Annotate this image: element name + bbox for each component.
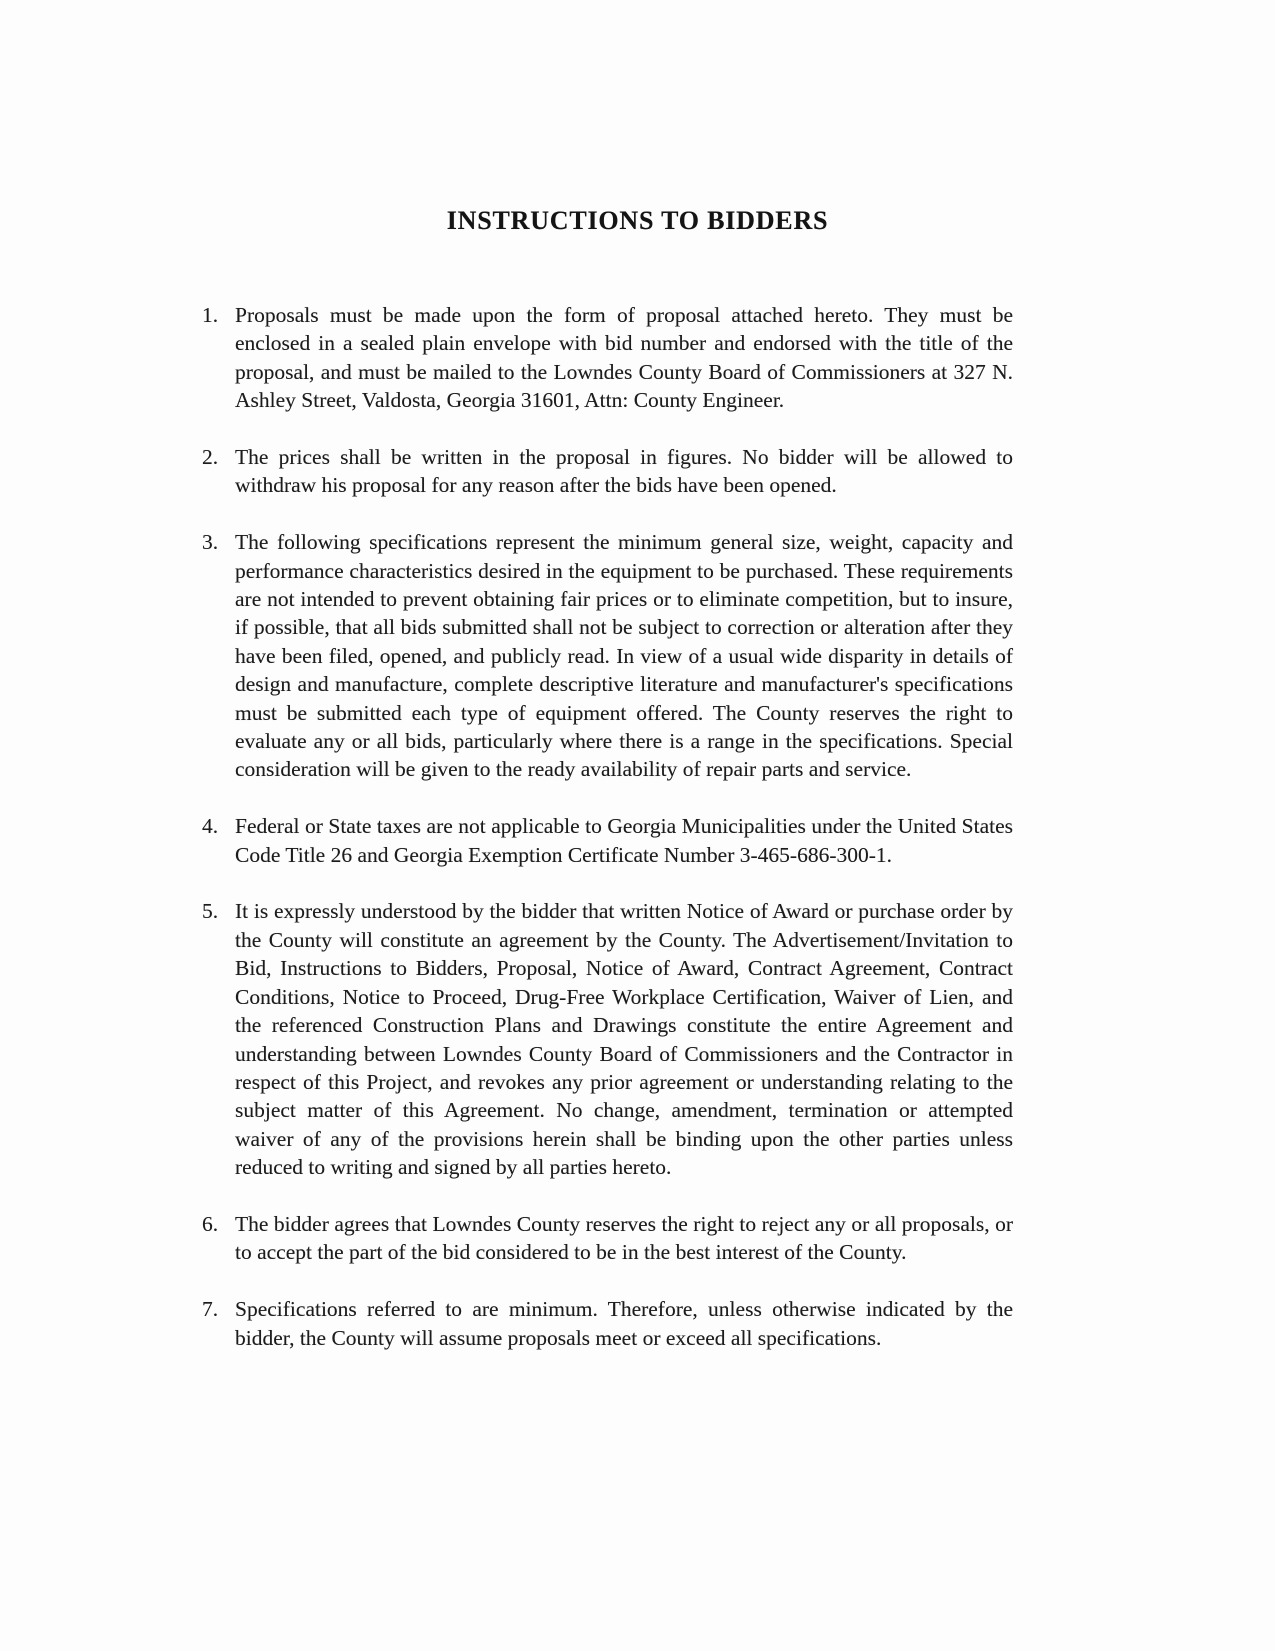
list-item-5	[202, 897, 1013, 1181]
list-item-1	[202, 301, 1013, 415]
item-text: The following specifications represent the minimum general size, weight, capacity and performance characteristics desired in the equipment to be purchased. These requirements are not intended to prevent obtaining fair prices or to eliminate competition, but to insure, if possible, that all bids submitted shall not be subject to correction or alteration after they have been filed, opened, and publicly read. In view of a usual wide disparity in details of design and manufacture, complete descriptive literature and manufacturer's specifications must be submitted each type of equipment offered. The County reserves the right to evaluate any or all bids, particularly where there is a range in the specifications. Special consideration will be given to the ready availability of repair parts and service.	[235, 530, 1013, 782]
item-number: 6.	[202, 1211, 219, 1236]
item-number: 4.	[202, 814, 219, 839]
item-number: 2.	[202, 445, 219, 470]
list-item-4	[202, 812, 1013, 869]
item-number: 5.	[202, 899, 219, 924]
item-number: 3.	[202, 530, 219, 555]
list-item-6	[202, 1210, 1013, 1267]
item-text: The bidder agrees that Lowndes County reserves the right to reject any or all proposals, or to accept the part of the bid considered to be in the best interest of the County.	[235, 1211, 1013, 1265]
list-item-3	[202, 528, 1013, 784]
list-item-7	[202, 1295, 1013, 1352]
instruction-list	[0, 301, 1275, 1352]
item-text: The prices shall be written in the proposal in figures. No bidder will be allowed to withdraw his proposal for any reason after the bids have been opened.	[235, 445, 1013, 498]
item-number: 1.	[202, 303, 219, 327]
item-text: Proposals must be made upon the form of proposal attached hereto. They must be enclosed in a sealed plain envelope with bid number and endorsed with the title of the proposal, and must be mailed to the Lowndes County Board of Commissioners at 327 N. Ashley Street, Valdosta, Georgia 31601, Attn: County Engineer.	[235, 303, 1013, 413]
document-title: INSTRUCTIONS TO BIDDERS	[446, 206, 829, 235]
list-item-2	[202, 443, 1013, 500]
item-number: 7.	[202, 1297, 219, 1322]
item-text: Federal or State taxes are not applicable to Georgia Municipalities under the United States Code Title 26 and Georgia Exemption Certificate Number 3-465-686-300-1.	[235, 814, 1013, 867]
item-text: It is expressly understood by the bidder that written Notice of Award or purchase order by the County will constitute an agreement by the County. The Advertisement/Invitation to Bid, Instructions to Bidders, Proposal, Notice of Award, Contract Agreement, Contract Conditions, Notice to Proceed, Drug-Free Workplace Certification, Waiver of Lien, and the referenced Construction Plans and Drawings constitute the entire Agreement and understanding between Lowndes County Board of Commissioners and the Contractor in respect of this Project, and revokes any prior agreement or understanding relating to the subject matter of this Agreement. No change, amendment, termination or attempted waiver of any of the provisions herein shall be binding upon the other parties unless reduced to writing and signed by all parties hereto.	[235, 899, 1013, 1180]
item-text: Specifications referred to are minimum. Therefore, unless otherwise indicated by the bidder, the County will assume proposals meet or exceed all specifications.	[235, 1297, 1013, 1350]
